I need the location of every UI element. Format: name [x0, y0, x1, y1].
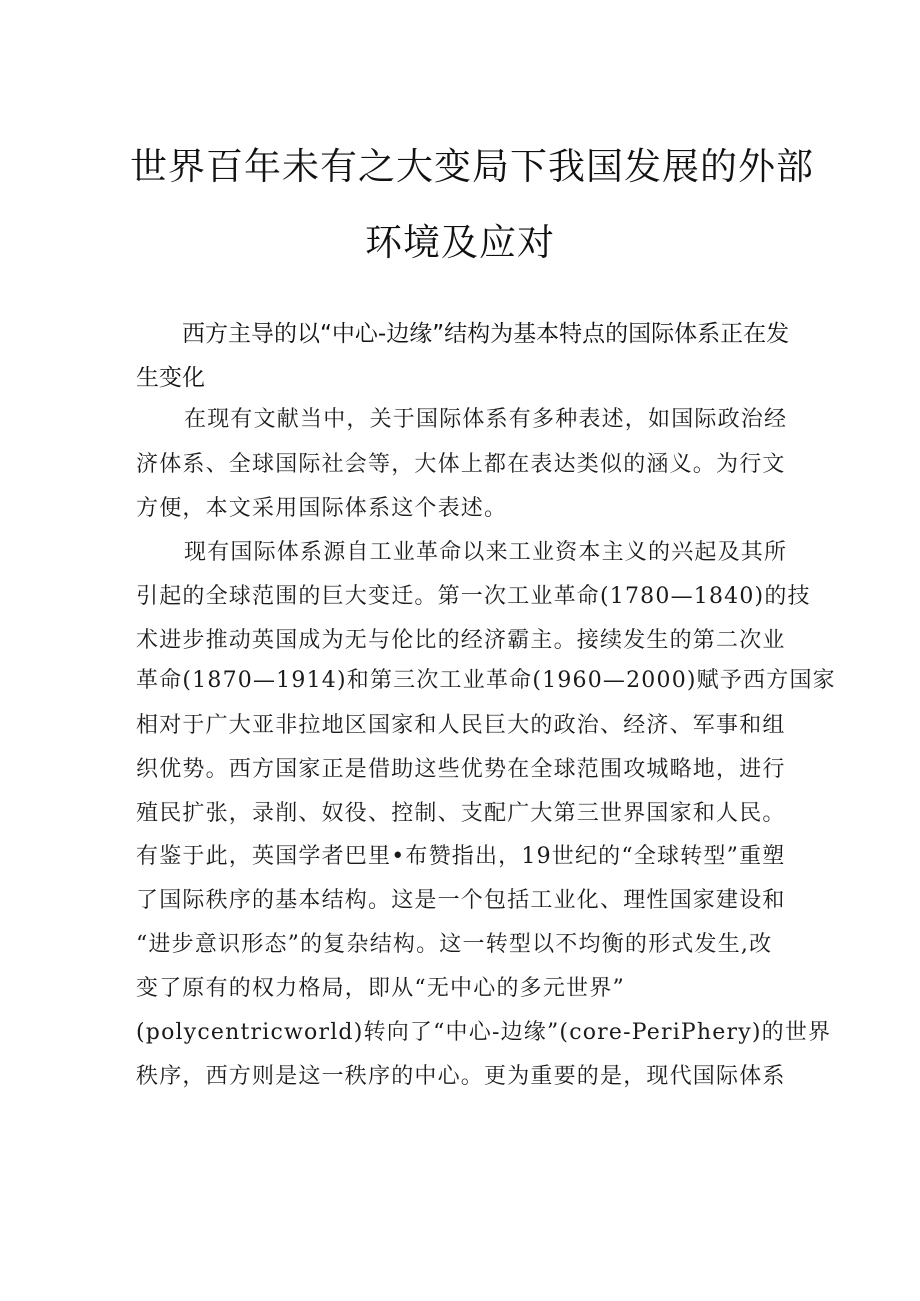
- paragraph-1-line-3: 方便，本文采用国际体系这个表述。: [136, 496, 508, 521]
- paragraph-2-line-3: 术进步推动英国成为无与伦比的经济霸主。接续发生的第二次业: [136, 628, 786, 653]
- paragraph-2-line-6: 织优势。西方国家正是借助这些优势在全球范围攻城略地，进行: [136, 757, 786, 782]
- paragraph-1-line-2: 济体系、全球国际社会等，大体上都在表达类似的涵义。为行文: [136, 452, 786, 477]
- paragraph-2-line-4: 革命(1870—1914)和第三次工业革命(1960—2000)赋予西方国家: [136, 668, 836, 693]
- document-title-line-1: 世界百年未有之大变局下我国发展的外部: [130, 145, 814, 188]
- paragraph-1-line-1: 在现有文献当中，关于国际体系有多种表述，如国际政治经: [184, 407, 788, 432]
- paragraph-2-line-11: 变了原有的权力格局，即从“无中心的多元世界”: [136, 976, 625, 1001]
- paragraph-2-line-5: 相对于广大亚非拉地区国家和人民巨大的政治、经济、军事和组: [136, 713, 786, 738]
- paragraph-2-line-7: 殖民扩张，录削、奴役、控制、支配广大第三世界国家和人民。: [136, 801, 786, 826]
- paragraph-2-line-9: 了国际秩序的基本结构。这是一个包括工业化、理性国家建设和: [136, 888, 786, 913]
- paragraph-2-line-8: 有鉴于此，英国学者巴里•布赞指出，19世纪的“全球转型”重塑: [136, 844, 786, 869]
- paragraph-2-line-2: 引起的全球范围的巨大变迁。第一次工业革命(1780—1840)的技: [136, 584, 811, 609]
- paragraph-2-line-13: 秩序，西方则是这一秩序的中心。更为重要的是，现代国际体系: [136, 1064, 786, 1089]
- document-title-line-2: 环境及应对: [365, 221, 555, 264]
- paragraph-2-line-1: 现有国际体系源自工业革命以来工业资本主义的兴起及其所: [184, 540, 788, 565]
- paragraph-2-line-12: (polycentricworld)转向了“中心-边缘”(core-PeriPhery)的世界: [136, 1020, 832, 1045]
- paragraph-2-line-10: “进步意识形态”的复杂结构。这一转型以不均衡的形式发生,改: [136, 932, 773, 957]
- section-heading: 西方主导的以“中心-边缘”结构为基本特点的国际体系正在发生变化: [136, 321, 790, 391]
